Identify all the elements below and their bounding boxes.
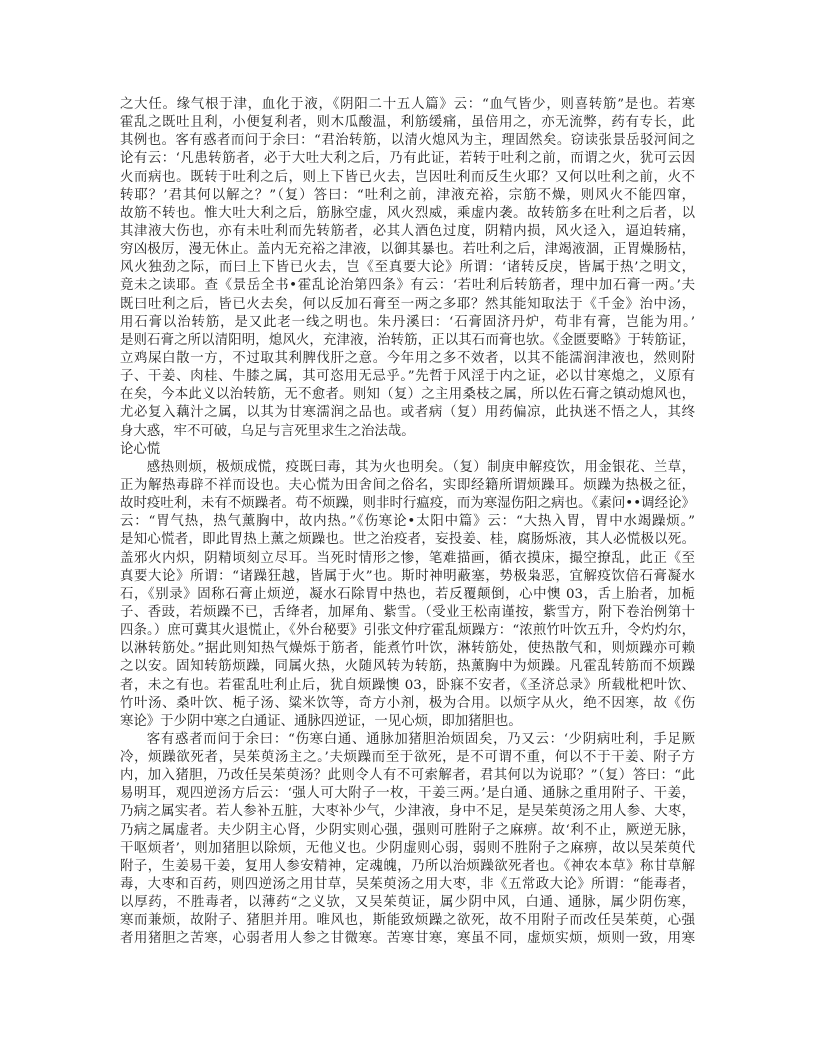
text-line: 冷，烦躁欲死者，吴茱萸汤主之。’夫烦躁而至于欲死，是不可谓不重，何以不于干姜、附子方	[120, 750, 695, 766]
text-line: 石，《别录》固称石膏止烦逆，凝水石除胃中热也，若反覆颠倒，心中懊 03，舌上胎者，加栀	[120, 586, 695, 602]
text-line: 内，加入猪胆，乃改任吴茱萸汤？此则令人有不可索解者，君其何以为说耶？”（复）答曰：“此	[120, 768, 695, 784]
paragraph	[120, 459, 695, 731]
text-line: 其津液大伤也，亦有未吐利而先转筋者，必其人酒色过度，阴精内损，风火迳入，逼迫转痛，	[120, 223, 695, 239]
document-page	[120, 96, 695, 949]
text-line: 毒，大枣和百药，则四逆汤之用甘草，吴茱萸汤之用大枣，非《五常政大论》所谓：“能毒者，	[120, 877, 695, 893]
text-line: 子、香豉，若烦躁不已，舌绛者，加犀角、紫雪。（受业王松南谨按，紫雪方，附下卷治例第十	[120, 604, 695, 620]
text-line: 既曰吐利之后，皆已火去矣，何以反加石膏至一两之多耶？然其能知取法于《千金》治中汤，	[120, 296, 695, 312]
text-line: 霍乱之既吐且利，小便复利者，则木瓜酸温，利筋缓痛，虽倍用之，亦无流弊，药有专长，此	[120, 115, 695, 131]
text-line: 之以安。固知转筋烦躁，同属火热，火随风转为转筋，热薰胸中为烦躁。凡霍乱转筋而不烦躁	[120, 659, 695, 675]
text-line: 竹叶汤、桑叶饮、栀子汤、粱米饮等，奇方小剂，极为合用。以烦字从火，绝不因寒，故《伤	[120, 695, 695, 711]
text-line: 寒而兼烦，故附子、猪胆并用。唯风也，斯能致烦躁之欲死，故不用附子而改任吴茱萸，心强	[120, 913, 695, 929]
text-line: 其例也。客有惑者而问于余曰：“君治转筋，以清火熄风为主，理固然矣。窃读张景岳驳河间之	[120, 133, 695, 149]
text-line: 者，未之有也。若霍乱吐利止后，犹自烦躁懊 03，卧寐不安者，《圣济总录》所载枇杷叶饮、	[120, 677, 695, 693]
section-heading	[120, 441, 695, 459]
text-line: 尤必复入藕汁之属，以其为甘寒濡润之品也。或者病（复）用药偏凉，此执迷不悟之人，其终	[120, 405, 695, 421]
text-line: 论有云：‘凡患转筋者，必于大吐大利之后，乃有此证，若转于吐利之前，而谓之火，犹可云因	[120, 151, 695, 167]
text-line: 以淋转筋处。”据此则知热气燥烁于筋者，能煮竹叶饮，淋转筋处，使热散气和，则烦躁亦可赖	[120, 641, 695, 657]
text-line: 火而病也。既转于吐利之后，则上下皆已火去，岂因吐利而反生火耶？又何以吐利之前，火不	[120, 169, 695, 185]
text-line: 用石膏以治转筋，是又此老一线之明也。朱丹溪曰：‘石膏固济丹炉，苟非有膏，岂能为用。’	[120, 314, 695, 330]
text-line: 是则石膏之所以清阳明，熄风火，充津液，治转筋，正以其石而膏也欤。《金匮要略》于转筋证，	[120, 332, 695, 348]
text-line: 故筋不转也。惟大吐大利之后，筋脉空虚，风火烈威，乘虚内袭。故转筋多在吐利之后者，以	[120, 205, 695, 221]
text-line: 竟未之读耶。查《景岳全书•霍乱论治第四条》有云：‘若吐利后转筋者，理中加石膏一两。’夫	[120, 278, 695, 294]
text-line: 立鸡屎白散一方，不过取其利脾伐肝之意。今年用之多不效者，以其不能濡润津液也，然则附	[120, 350, 695, 366]
paragraph	[120, 731, 695, 949]
text-line: 寒论》于少阴中寒之白通证、通脉四逆证，一见心烦，即加猪胆也。	[120, 713, 522, 729]
text-line: 是知心慌者，即此胃热上薰之烦躁也。世之治疫者，妄投姜、桂，腐肠烁液，其人必慌极以死。	[120, 532, 695, 548]
text-line: 转耶？’君其何以解之？”（复）答曰：“吐利之前，津液充裕，宗筋不燥，则风火不能四窜，	[120, 187, 695, 203]
text-line: 易明耳，观四逆汤方后云：‘强人可大附子一枚，干姜三两。’是白通、通脉之重用附子、干姜，	[120, 786, 695, 802]
text-line: 客有惑者而问于余曰：“伤寒白通、通脉加猪胆治烦固矣，乃又云：‘少阴病吐利，手足厥	[146, 731, 695, 747]
text-line: 故时疫吐利，未有不烦躁者。苟不烦躁，则非时行瘟疫，而为寒湿伤阳之病也。《素问••调经论》	[120, 496, 695, 512]
text-line: 以厚药，不胜毒者，以薄药“之义欤，又吴茱萸证，属少阴中风，白通、通脉，属少阴伤寒，	[120, 895, 695, 911]
text-line: 干呕烦者’，则加猪胆以除烦，无他义也。少阴虚则心弱，弱则不胜附子之麻痹，故以吴茱萸代	[120, 840, 695, 856]
text-line: 四条。）庶可冀其火退慌止，《外台秘要》引张文仲疗霍乱烦躁方：“浓煎竹叶饮五升，令灼灼尔，	[120, 623, 695, 639]
text-line: 乃病之属虚者。夫少阴主心肾，少阴实则心强，强则可胜附子之麻痹。故‘利不止，厥逆无脉，	[120, 822, 695, 838]
text-line: 附子，生姜易干姜，复用人参安精神，定魂魄，乃所以治烦躁欲死者也。《神农本草》称甘草解	[120, 858, 695, 874]
heading-text: 论心慌	[120, 441, 161, 457]
text-line: 感热则烦，极烦成慌，疫既曰毒，其为火也明矣。（复）制庚申解疫饮，用金银花、兰草，	[146, 459, 695, 475]
text-line: 盖邪火内炽，阴精顷刻立尽耳。当死时情形之惨，笔难描画，循衣摸床，撮空撩乱，此正《至	[120, 550, 695, 566]
text-line: 之大任。缘气根于津，血化于液，《阴阳二十五人篇》云：“血气皆少，则喜转筋”是也。若寒	[120, 97, 695, 112]
text-line: 者用猪胆之苦寒，心弱者用人参之甘微寒。苦寒甘寒，寒虽不同，虚烦实烦，烦则一致，用寒	[120, 931, 695, 947]
paragraph	[120, 96, 695, 441]
text-line: 在矣，今本此义以治转筋，无不愈者。则知（复）之主用桑枝之属，所以佐石膏之镇动熄风也，	[120, 387, 695, 403]
text-line: 身大惑，牢不可破，乌足与言死里求生之治法哉。	[120, 423, 415, 439]
text-line: 乃病之属实者。若人参补五脏，大枣补少气，少津液，身中不足，是吴茱萸汤之用人参、大枣，	[120, 804, 695, 820]
text-line: 风火独劲之际，而曰上下皆已火去，岂《至真要大论》所谓：‘诸转反戾，皆属于热’之明文，	[120, 260, 695, 276]
text-line: 正为解热毒辟不祥而设也。夫心慌为田舍间之俗名，实即经籍所谓烦躁耳。烦躁为热极之征，	[120, 477, 695, 493]
text-line: 穷凶极厉，漫无休止。盖内无充裕之津液，以御其暴也。若吐利之后，津竭液涸，正胃燥肠枯，	[120, 242, 695, 258]
text-line: 真要大论》所谓：“诸躁狂越，皆属于火”也。斯时神明蔽塞，势极枭恶，宜解疫饮倍石膏凝水	[120, 568, 695, 584]
text-line: 云：“胃气热，热气薰胸中，故内热。”《伤寒论•太阳中篇》云：“大热入胃，胃中水竭躁烦。”	[120, 514, 695, 530]
text-line: 子、干姜、肉桂、牛膝之属，其可恣用无忌乎。”先哲于风淫于内之证，必以甘寒熄之，义原有	[120, 369, 695, 385]
